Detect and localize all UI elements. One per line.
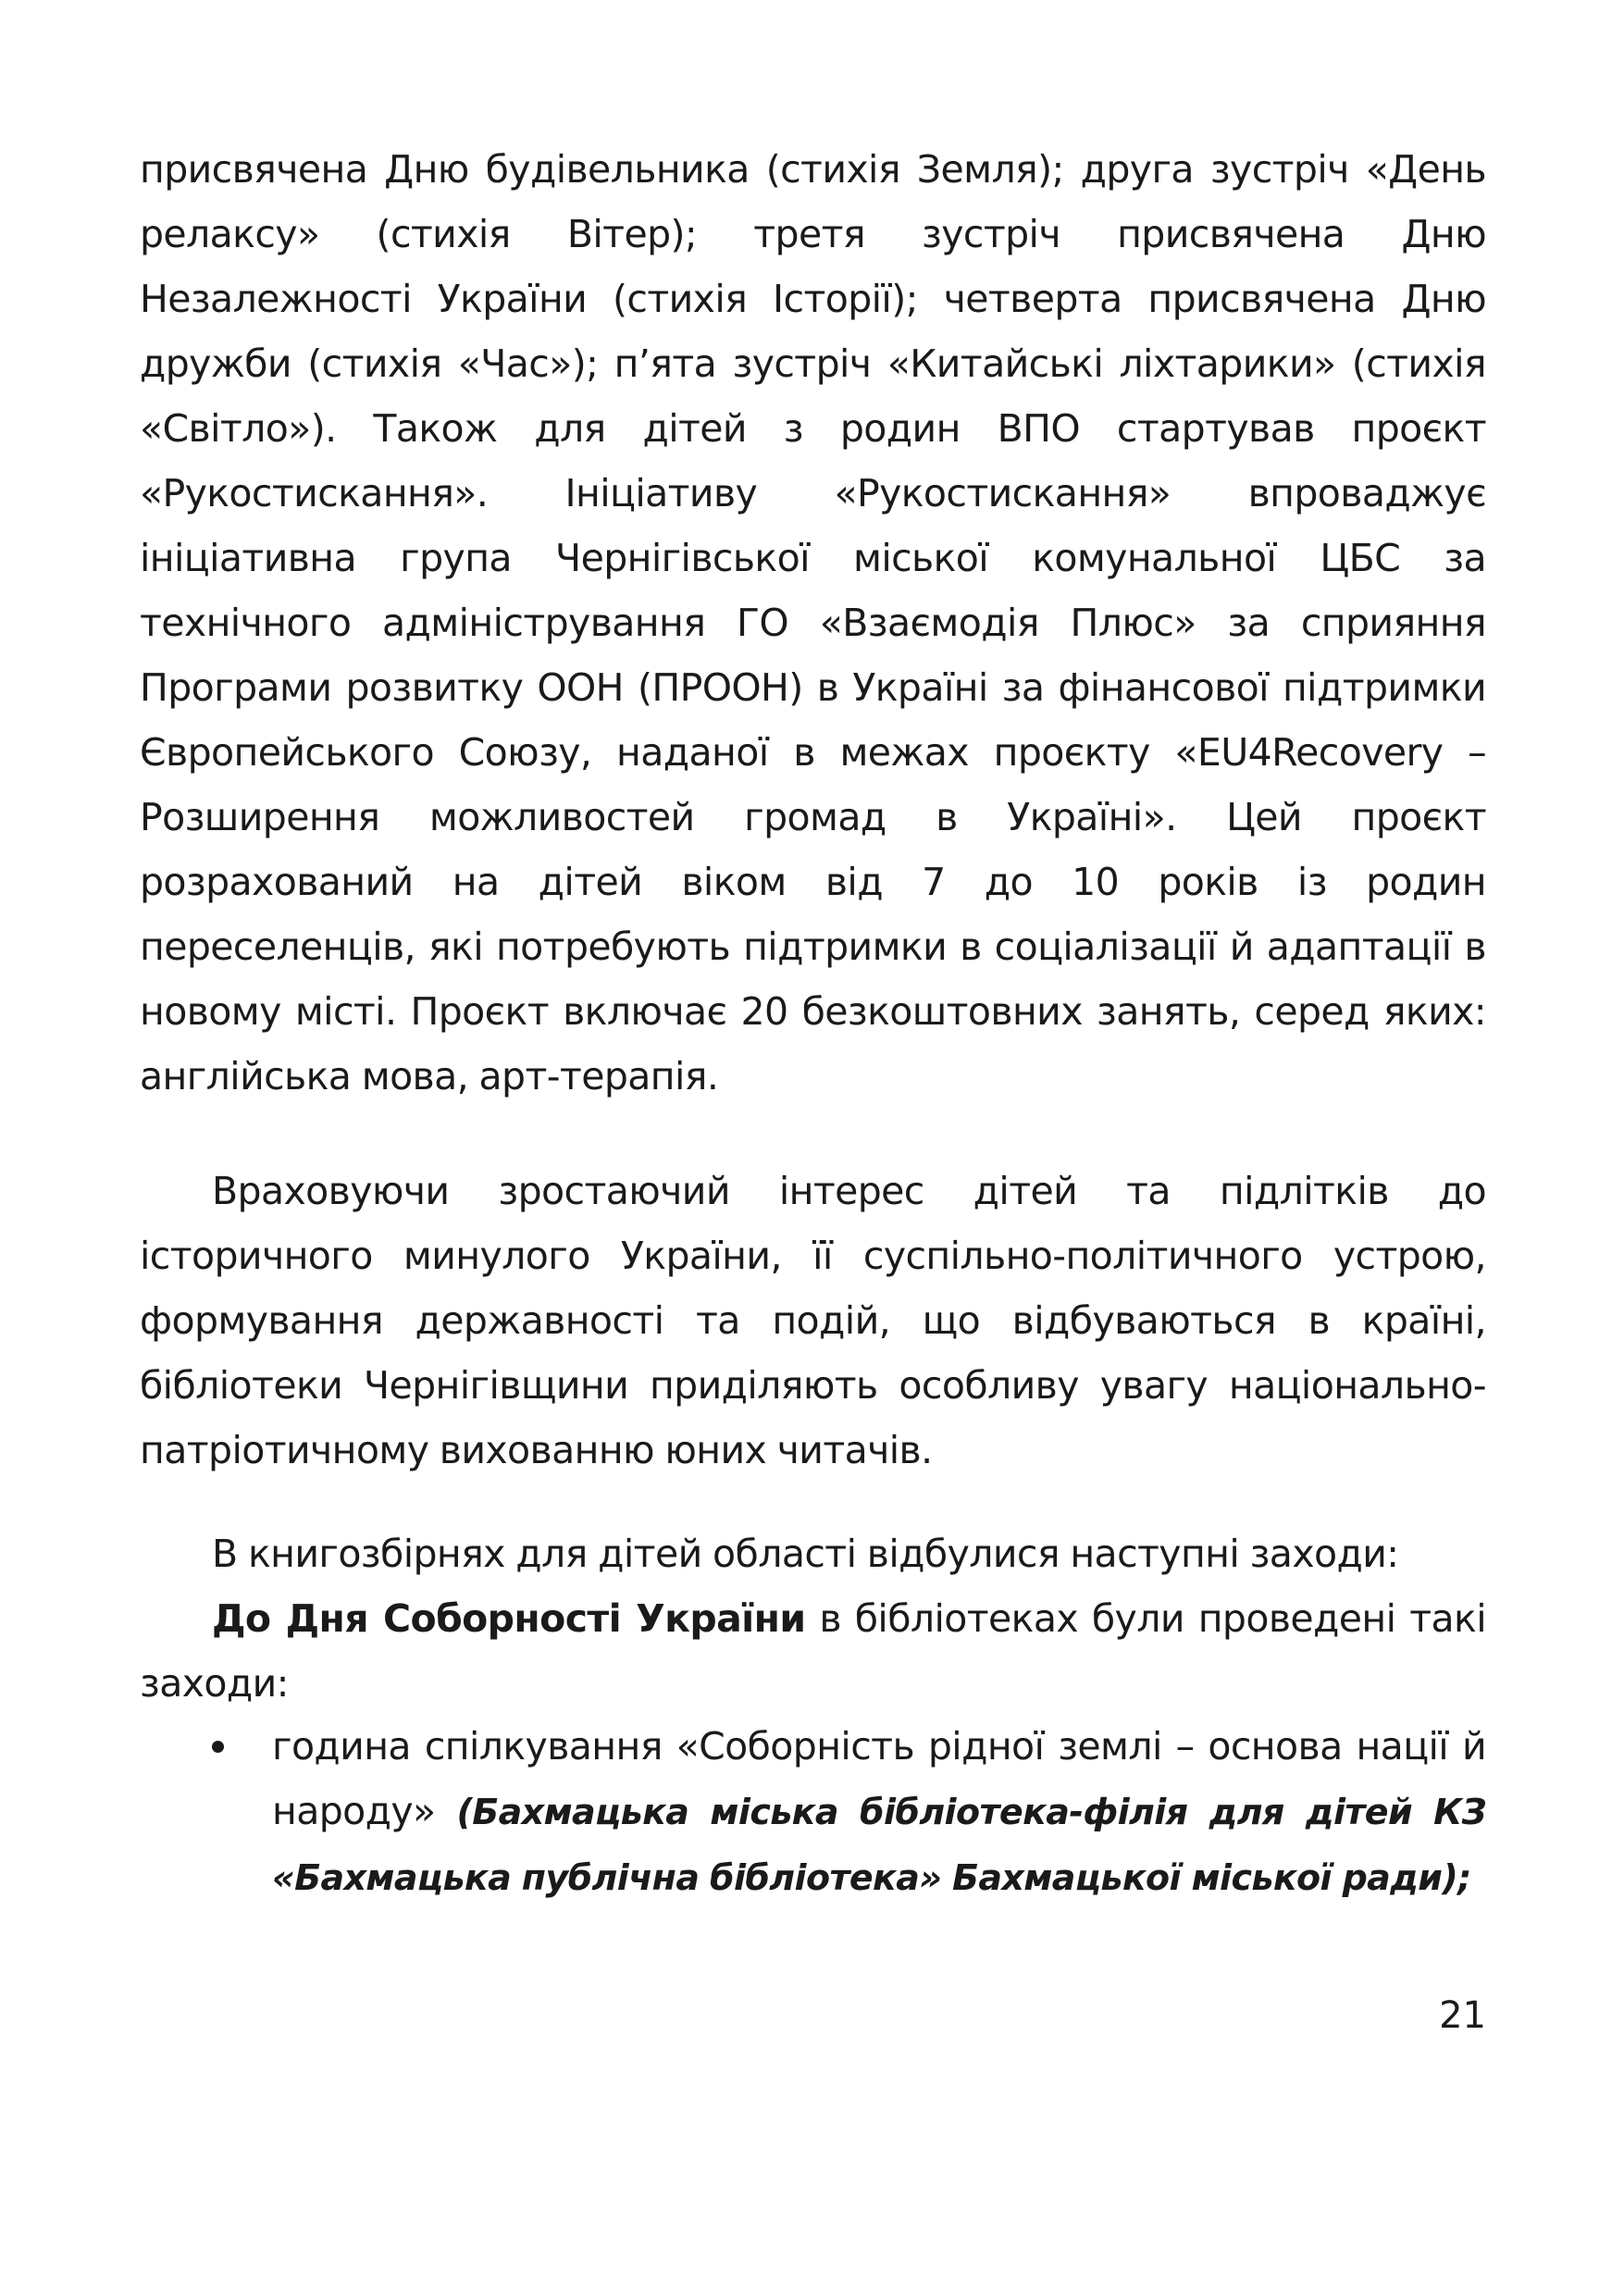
- paragraph-unity-day: [140, 1586, 1486, 1716]
- unity-day-heading: До Дня Соборності України: [212, 1596, 806, 1641]
- paragraph-vpo-project: присвячена Дню будівельника (стихія Земля); друга зустріч «День релаксу» (стихія Вітер); третя зустріч присвячена Дню Незалежності України (стихія Історії); четверта присвячена Дню дружби (стихія «Час»); п’ята зустріч «Китайські ліхтарики» (стихія «Світло»). Також для дітей з родин ВПО стартував проєкт «Рукостискання». Ініціативу «Рукостискання» впроваджує ініціативна група Чернігівської міської комунальної ЦБС за технічного адміністрування ГО «Взаємодія Плюс» за сприяння Програми розвитку ООН (ПРООН) в Україні за фінансової підтримки Європейського Союзу, наданої в межах проєкту «EU4Recovery – Розширення можливостей громад в Україні». Цей проєкт розрахований на дітей віком від 7 до 10 років із родин переселенців, які потребують підтримки в соціалізації й адаптації в новому місті. Проєкт включає 20 безкоштовних занять, серед яких: англійська мова, арт-терапія.: [140, 147, 1486, 1098]
- events-list: [140, 1714, 1486, 1910]
- page-number: 21: [1439, 1994, 1486, 2037]
- list-item-text: година спілкування «Соборність рідної землі – основа нації й народу»: [272, 1724, 1486, 1833]
- bullet-icon: [212, 1741, 224, 1753]
- unity-day-text: в бібліотеках були проведені такі заходи:: [140, 1596, 1486, 1706]
- paragraph-patriotic-education: Враховуючи зростаючий інтерес дітей та підлітків до історичного минулого України, її суспільно-політичного устрою, формування державності та подій, що відбуваються в країні, бібліотеки Чернігівщини приділяють особливу увагу національно-патріотичному вихованню юних читачів.: [140, 1169, 1486, 1472]
- list-item-source: (Бахмацька міська бібліотека-філія для дітей КЗ «Бахмацька публічна бібліотека» Бахмацької міської ради);: [272, 1792, 1486, 1898]
- paragraph-events-intro: В книгозбірнях для дітей області відбулися наступні заходи:: [212, 1532, 1399, 1576]
- list-item: [140, 1714, 1486, 1910]
